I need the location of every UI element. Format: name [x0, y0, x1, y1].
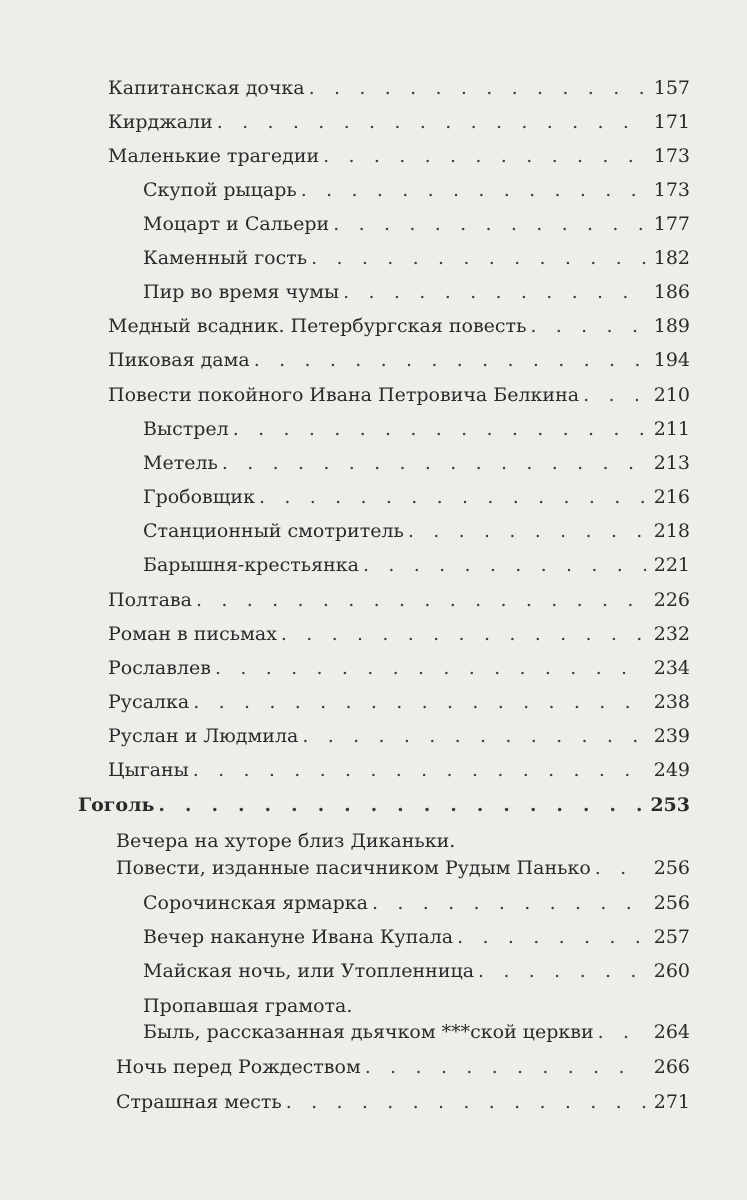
dot-leader [365, 1052, 646, 1082]
toc-title: Цыганы [108, 759, 189, 781]
dot-leader [311, 243, 646, 273]
toc-title: Скупой рыцарь [143, 179, 297, 201]
toc-entry [0, 73, 747, 103]
toc-entry [0, 482, 747, 512]
toc-page-number: 249 [653, 759, 690, 781]
toc-title: Ночь перед Рождеством [116, 1056, 361, 1078]
toc-page-number: 186 [653, 281, 690, 303]
toc-page-number: 211 [653, 418, 690, 440]
toc-page-number: 256 [653, 857, 690, 879]
toc-entry [0, 516, 747, 546]
toc-title-first-line: Пропавшая грамота. [143, 995, 353, 1017]
dot-leader [583, 380, 646, 410]
toc-entry [0, 209, 747, 239]
toc-title: Страшная месть [116, 1091, 282, 1113]
toc-title: Медный всадник. Петербургская повесть [108, 315, 527, 337]
toc-entry [0, 687, 747, 717]
toc-title: Повести покойного Ивана Петровича Белкина [108, 384, 580, 406]
toc-title: Капитанская дочка [108, 77, 305, 99]
toc-page-number: 238 [653, 691, 690, 713]
dot-leader [302, 721, 646, 751]
dot-leader [281, 619, 646, 649]
toc-title: Кирджали [108, 111, 213, 133]
toc-page-number: 232 [653, 623, 690, 645]
dot-leader [408, 516, 646, 546]
toc-title: Полтава [108, 589, 192, 611]
toc-page-number: 216 [653, 486, 690, 508]
dot-leader [309, 73, 646, 103]
dot-leader [193, 687, 646, 717]
toc-title: Руслан и Людмила [108, 725, 299, 747]
toc-entry [0, 107, 747, 137]
toc-page-number: 177 [653, 213, 690, 235]
toc-title: Быль, рассказанная дьячком ***ской церкви [143, 1021, 594, 1043]
toc-title: Гробовщик [143, 486, 255, 508]
dot-leader [333, 209, 646, 239]
toc-title: Пир во время чумы [143, 281, 340, 303]
toc-entry [0, 448, 747, 478]
toc-title-first-line: Вечера на хуторе близ Диканьки. [116, 830, 456, 852]
toc-title: Вечер накануне Ивана Купала [143, 926, 454, 948]
toc-page-number: 210 [653, 384, 690, 406]
toc-page-number: 221 [653, 554, 690, 576]
dot-leader [363, 550, 646, 580]
dot-leader [323, 141, 646, 171]
toc-page-number: 157 [653, 77, 690, 99]
toc-page-number: 173 [653, 179, 690, 201]
toc-entry [0, 755, 747, 785]
toc-title: Маленькие трагедии [108, 145, 320, 167]
toc-entry [0, 311, 747, 341]
toc-entry [0, 1017, 747, 1047]
toc-entry [0, 853, 747, 883]
dot-leader [286, 1087, 646, 1117]
toc-page-number: 253 [650, 794, 690, 816]
toc-page-number: 171 [653, 111, 690, 133]
toc-page-number: 239 [653, 725, 690, 747]
toc-entry [0, 922, 747, 952]
toc-title: Метель [143, 452, 218, 474]
dot-leader [598, 1017, 646, 1047]
toc-entry [0, 956, 747, 986]
toc-title: Моцарт и Сальери [143, 213, 330, 235]
toc-entry [0, 653, 747, 683]
toc-page-number: 260 [653, 960, 690, 982]
dot-leader [196, 585, 646, 615]
toc-page-number: 218 [653, 520, 690, 542]
dot-leader [158, 790, 644, 820]
toc-entry [0, 277, 747, 307]
toc-title: Каменный гость [143, 247, 308, 269]
toc-entry [0, 721, 747, 751]
toc-title: Станционный смотритель [143, 520, 404, 542]
toc-title: Гоголь [78, 794, 155, 816]
toc-entry [0, 243, 747, 273]
toc-page-number: 256 [653, 892, 690, 914]
dot-leader [595, 853, 646, 883]
dot-leader [259, 482, 646, 512]
toc-title: Выстрел [143, 418, 229, 440]
toc-entry [0, 380, 747, 410]
toc-entry [0, 619, 747, 649]
toc-page-number: 189 [653, 315, 690, 337]
dot-leader [254, 345, 646, 375]
toc-page-number: 264 [653, 1021, 690, 1043]
dot-leader [215, 653, 646, 683]
toc-entry [0, 888, 747, 918]
dot-leader [530, 311, 646, 341]
dot-leader [222, 448, 646, 478]
dot-leader [217, 107, 646, 137]
dot-leader [372, 888, 646, 918]
toc-page-number: 213 [653, 452, 690, 474]
toc-title: Пиковая дама [108, 349, 250, 371]
toc-page-number: 234 [653, 657, 690, 679]
toc-entry [0, 550, 747, 580]
toc-entry [0, 1087, 747, 1117]
dot-leader [343, 277, 646, 307]
dot-leader [301, 175, 646, 205]
toc-entry [0, 585, 747, 615]
toc-entry [0, 141, 747, 171]
toc-title: Рославлев [108, 657, 211, 679]
toc-page-number: 173 [653, 145, 690, 167]
toc-title: Повести, изданные пасичником Рудым Панько [116, 857, 591, 879]
toc-section-heading [0, 790, 747, 820]
dot-leader [478, 956, 646, 986]
toc-title: Сорочинская ярмарка [143, 892, 368, 914]
toc-title: Барышня-крестьянка [143, 554, 359, 576]
toc-entry [0, 175, 747, 205]
toc-page-number: 182 [653, 247, 690, 269]
dot-leader [233, 414, 646, 444]
toc-page-number: 257 [653, 926, 690, 948]
dot-leader [193, 755, 646, 785]
toc-page-number: 194 [653, 349, 690, 371]
toc-page-number: 226 [653, 589, 690, 611]
toc-entry [0, 345, 747, 375]
dot-leader [457, 922, 646, 952]
toc-page-number: 266 [653, 1056, 690, 1078]
toc-title: Русалка [108, 691, 190, 713]
toc-title: Майская ночь, или Утопленница [143, 960, 475, 982]
toc-title: Роман в письмах [108, 623, 277, 645]
toc-entry [0, 1052, 747, 1082]
toc-entry [0, 414, 747, 444]
toc-page-number: 271 [653, 1091, 690, 1113]
